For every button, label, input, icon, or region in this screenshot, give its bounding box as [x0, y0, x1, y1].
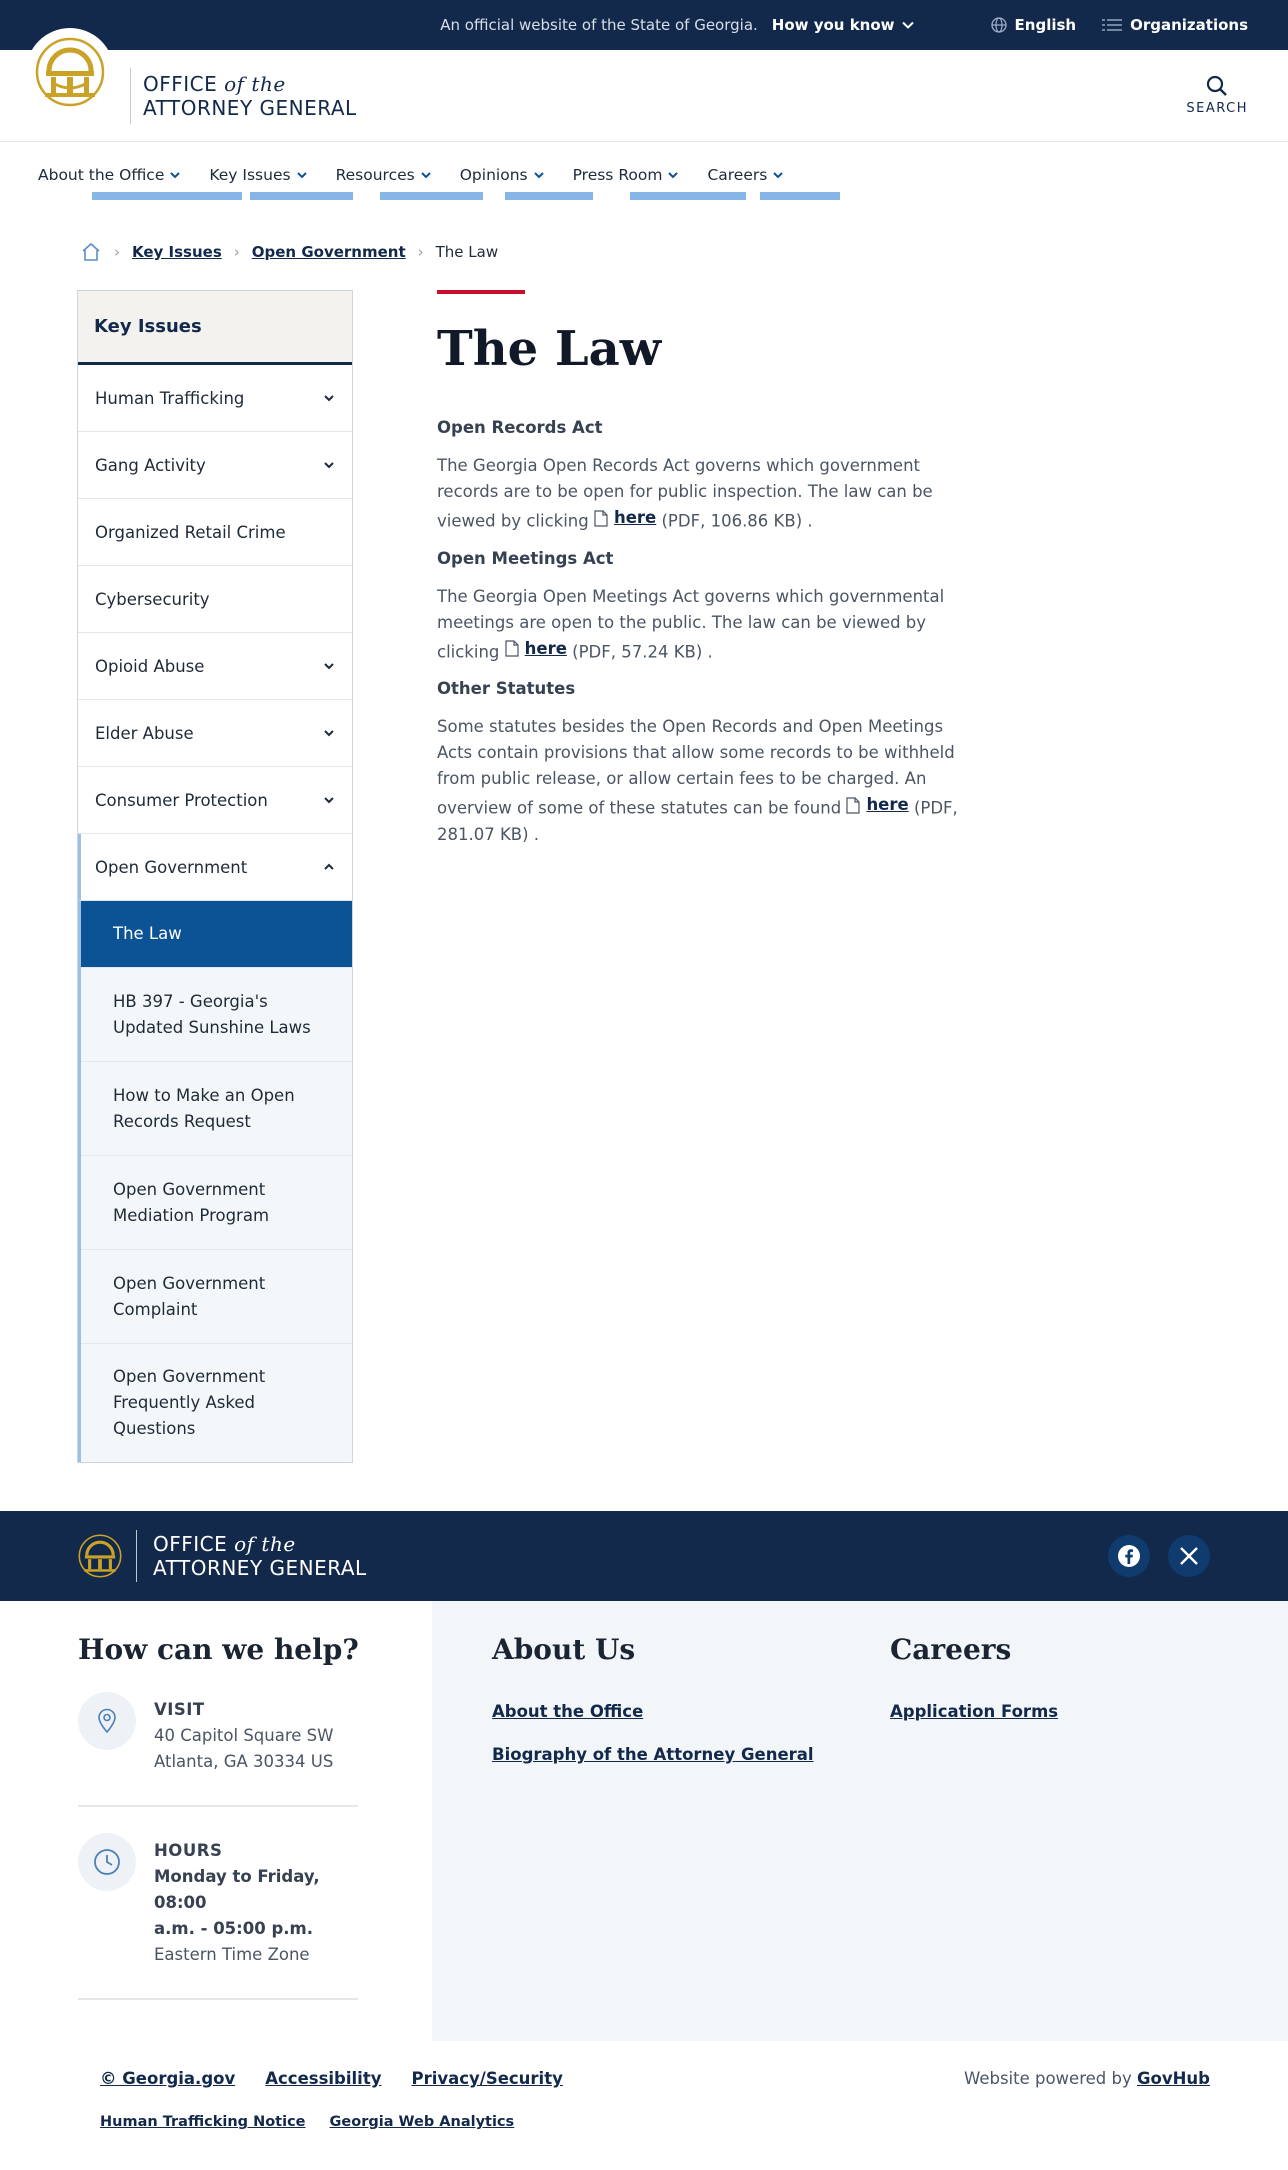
section-paragraph	[437, 453, 977, 535]
search-icon	[1206, 75, 1228, 97]
site-header	[0, 50, 1288, 142]
main-nav	[0, 142, 1288, 208]
pdf-meta: (PDF, 106.86 KB) .	[661, 511, 813, 531]
clock-icon	[78, 1833, 136, 1891]
how-you-know-toggle[interactable]	[772, 16, 915, 34]
help-heading: How can we help?	[78, 1633, 359, 1666]
site-title-ofthe: of the	[224, 71, 286, 96]
sidebar-item-label: Open Government	[95, 857, 248, 877]
footer-site-title	[153, 1532, 367, 1580]
footer-link-human-trafficking-notice[interactable]: Human Trafficking Notice	[100, 2114, 306, 2130]
sidebar-item-label: Elder Abuse	[95, 723, 194, 743]
page-title: The Law	[437, 321, 662, 377]
sidebar-subitem-label: Open Government Mediation Program	[113, 1179, 270, 1225]
chevron-down-icon[interactable]	[322, 458, 336, 472]
chevron-down-icon	[772, 169, 784, 181]
chevron-right-icon: ›	[417, 243, 424, 261]
sidebar-subitem-label: How to Make an Open Records Request	[113, 1085, 295, 1131]
georgia-seal-icon	[35, 37, 105, 107]
footer-title-ofthe: of the	[234, 1532, 296, 1556]
official-banner	[0, 0, 1288, 50]
footer-banner	[0, 1511, 1288, 1601]
nav-item-careers[interactable]	[707, 166, 784, 184]
powered-by	[964, 2069, 1210, 2088]
nav-hover-underlines	[0, 192, 1288, 202]
sidebar-nav	[77, 290, 353, 1463]
home-icon[interactable]	[80, 241, 102, 263]
sidebar-subitem-label: Open Government Complaint	[113, 1273, 266, 1319]
section-heading: Other Statutes	[437, 679, 576, 698]
visit-block	[78, 1666, 358, 1807]
sidebar-subitem-mediation-program[interactable]	[81, 1156, 352, 1250]
facebook-icon	[1117, 1544, 1141, 1568]
state-seal-logo[interactable]	[26, 28, 114, 116]
footer-title-ag: ATTORNEY GENERAL	[153, 1556, 367, 1580]
footer-brand-divider	[136, 1530, 137, 1582]
sidebar-item-consumer-protection[interactable]	[78, 767, 352, 834]
footer-bottom	[0, 2041, 1288, 2161]
pdf-link-text[interactable]: here	[866, 795, 909, 814]
sidebar-item-gang-activity[interactable]	[78, 432, 352, 499]
careers-column	[890, 1633, 1288, 2041]
footer-link-web-analytics[interactable]: Georgia Web Analytics	[329, 2114, 515, 2130]
file-icon	[846, 797, 860, 814]
sidebar-item-label: Human Trafficking	[95, 388, 245, 408]
nav-item-press-room[interactable]	[573, 166, 680, 184]
x-icon	[1179, 1546, 1199, 1566]
page-content	[437, 290, 977, 1463]
hours-line-2: a.m. - 05:00 p.m.	[154, 1919, 314, 1938]
sidebar-item-label: Gang Activity	[95, 455, 206, 475]
georgia-seal-icon	[78, 1531, 122, 1581]
sidebar-item-cybersecurity[interactable]	[78, 566, 352, 633]
footer-legal-links	[100, 2069, 563, 2088]
x-twitter-button[interactable]	[1168, 1535, 1210, 1577]
section-paragraph	[437, 584, 977, 666]
footer-title-office: OFFICE	[153, 1532, 228, 1556]
footer-small-links	[100, 2114, 1210, 2130]
search-label: SEARCH	[1186, 101, 1248, 116]
footer-link-about-office[interactable]: About the Office	[492, 1702, 644, 1721]
sidebar-item-label: Organized Retail Crime	[95, 522, 286, 542]
chevron-right-icon: ›	[114, 243, 120, 261]
nav-item-resources[interactable]	[336, 166, 432, 184]
chevron-down-icon	[420, 169, 432, 181]
site-title-office: OFFICE	[143, 71, 218, 96]
nav-item-key-issues[interactable]	[209, 166, 307, 184]
sidebar-subitem-the-law[interactable]	[81, 901, 352, 968]
sidebar-item-label: Consumer Protection	[95, 790, 268, 810]
sidebar-subnav-open-government	[78, 901, 352, 1462]
about-heading: About Us	[492, 1633, 636, 1666]
section-text: The Georgia Open Records Act governs which government records are to be open for public inspection. The law can be viewed by clicking	[437, 456, 933, 531]
main-area	[0, 268, 1288, 1463]
footer-link-accessibility[interactable]: Accessibility	[265, 2069, 382, 2088]
how-you-know-label: How you know	[771, 16, 895, 34]
nav-item-opinions[interactable]	[460, 166, 545, 184]
organizations-label: Organizations	[1130, 16, 1248, 34]
footer-link-georgia-gov[interactable]: © Georgia.gov	[100, 2069, 236, 2088]
nav-label: About the Office	[38, 166, 165, 184]
hours-line-3: Eastern Time Zone	[154, 1945, 310, 1964]
chevron-up-icon[interactable]	[322, 860, 336, 874]
footer-link-columns	[432, 1601, 1288, 2041]
govhub-link[interactable]: GovHub	[1136, 2069, 1210, 2088]
globe-icon	[991, 17, 1007, 33]
pdf-link[interactable]	[505, 636, 567, 662]
chevron-down-icon[interactable]	[322, 726, 336, 740]
address-line-2: Atlanta, GA 30334 US	[154, 1752, 334, 1771]
sidebar-subitem-hb-397[interactable]	[81, 968, 352, 1062]
chevron-down-icon	[169, 169, 181, 181]
careers-heading: Careers	[890, 1633, 1012, 1666]
facebook-button[interactable]	[1108, 1535, 1150, 1577]
sidebar-subitem-faq[interactable]	[81, 1344, 352, 1462]
chevron-down-icon	[901, 18, 915, 32]
pdf-meta: (PDF, 57.24 KB) .	[572, 642, 713, 661]
hours-line-1: Monday to Friday, 08:00	[154, 1867, 320, 1912]
breadcrumb	[0, 208, 1288, 268]
chevron-down-icon	[667, 169, 679, 181]
sidebar-item-human-trafficking[interactable]	[78, 365, 352, 432]
footer-link-biography[interactable]: Biography of the Attorney General	[492, 1745, 814, 1764]
official-site-text: An official website of the State of Georgia.	[440, 16, 758, 34]
footer-link-privacy[interactable]: Privacy/Security	[411, 2069, 563, 2088]
sidebar-item-organized-retail-crime[interactable]	[78, 499, 352, 566]
section-heading: Open Records Act	[437, 418, 603, 437]
hours-title: HOURS	[154, 1841, 223, 1860]
breadcrumb-key-issues[interactable]: Key Issues	[132, 243, 222, 261]
powered-by-text: Website powered by	[963, 2069, 1132, 2088]
nav-label: Careers	[707, 166, 768, 184]
sidebar-heading: Key Issues	[78, 291, 352, 365]
brand-divider	[130, 68, 131, 124]
site-title-ag: ATTORNEY GENERAL	[143, 95, 357, 120]
nav-label: Press Room	[572, 166, 663, 184]
sidebar-item-open-government[interactable]	[78, 834, 352, 901]
pdf-link[interactable]	[846, 792, 908, 818]
hours-block	[78, 1807, 358, 2000]
sidebar-subitem-label: Open Government Frequently Asked Questions	[113, 1367, 266, 1438]
nav-label: Opinions	[459, 166, 528, 184]
sidebar-subitem-label: The Law	[113, 924, 182, 943]
sidebar-subitem-label: HB 397 - Georgia's Updated Sunshine Laws	[113, 991, 311, 1037]
address-line-1: 40 Capitol Square SW	[154, 1726, 334, 1745]
visit-title: VISIT	[154, 1700, 205, 1719]
nav-label: Key Issues	[209, 166, 291, 184]
chevron-down-icon	[533, 169, 545, 181]
sidebar-subitem-complaint[interactable]	[81, 1250, 352, 1344]
chevron-right-icon: ›	[233, 243, 240, 261]
language-label: English	[1014, 16, 1077, 34]
sidebar-item-label: Opioid Abuse	[95, 656, 205, 676]
about-us-column	[492, 1633, 890, 2041]
footer-help	[0, 1601, 432, 2041]
section-paragraph	[437, 714, 977, 848]
chevron-down-icon[interactable]	[322, 659, 336, 673]
section-heading: Open Meetings Act	[437, 548, 614, 568]
sidebar-item-opioid-abuse[interactable]	[78, 633, 352, 700]
language-selector[interactable]	[991, 16, 1077, 34]
nav-label: Resources	[335, 166, 415, 184]
chevron-down-icon[interactable]	[322, 391, 336, 405]
section-text: The Georgia Open Meetings Act governs which governmental meetings are open to the public. The law can be viewed by clicking	[437, 586, 945, 661]
footer-brand[interactable]	[78, 1530, 367, 1582]
breadcrumb-current: The Law	[435, 243, 499, 261]
breadcrumb-open-government[interactable]: Open Government	[251, 243, 406, 261]
title-accent-rule	[437, 290, 525, 294]
location-icon	[78, 1692, 136, 1750]
sidebar-item-elder-abuse[interactable]	[78, 700, 352, 767]
footer-link-application-forms[interactable]: Application Forms	[890, 1702, 1059, 1721]
list-icon	[1102, 18, 1122, 32]
section-text: Some statutes besides the Open Records and Open Meetings Acts contain provisions that allow some records to be withheld from public release, or allow certain fees to be charged. An overview of some of these statutes can be found	[437, 717, 955, 818]
chevron-down-icon	[296, 169, 308, 181]
footer-body	[0, 1601, 1288, 2041]
pdf-meta: (PDF, 281.07 KB) .	[437, 798, 958, 844]
organizations-link[interactable]	[1102, 16, 1248, 34]
chevron-down-icon[interactable]	[322, 793, 336, 807]
social-links	[1108, 1535, 1210, 1577]
file-icon	[505, 640, 519, 657]
search-button[interactable]	[1186, 75, 1248, 116]
pdf-link[interactable]	[594, 505, 656, 531]
sidebar-item-label: Cybersecurity	[95, 589, 210, 609]
sidebar-subitem-open-records-request[interactable]	[81, 1062, 352, 1156]
nav-item-about[interactable]	[38, 166, 181, 184]
pdf-link-text[interactable]: here	[613, 508, 657, 527]
file-icon	[594, 510, 608, 527]
site-title	[143, 72, 357, 120]
pdf-link-text[interactable]: here	[524, 638, 567, 658]
